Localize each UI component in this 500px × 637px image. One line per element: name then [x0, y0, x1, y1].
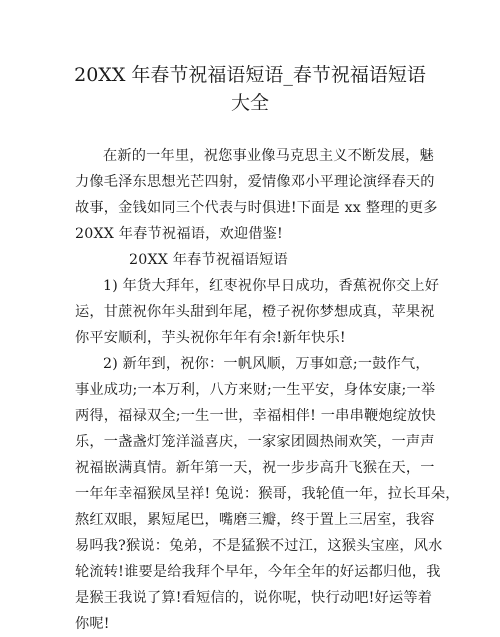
paragraph-line: 在新的一年里，祝您事业像马克思主义不断发展，魅: [103, 148, 434, 164]
paragraph-line: 易吗我?猴说：兔弟，不是猛猴不过江，这猴头宝座，风水: [75, 538, 443, 554]
paragraph-line: 你平安顺利，芋头祝你年年有余!新年快乐!: [75, 330, 346, 346]
paragraph-line: 熬红双眼，累短尾巴，嘴磨三瓣，终于置上三居室，我容: [75, 512, 435, 528]
paragraph-line: 乐，一盏盏灯笼洋溢喜庆，一家家团圆热闹欢笑，一声声: [75, 434, 435, 450]
paragraph-line: 祝福嵌满真情。新年第一天，祝一步步高升飞猴在天，一: [75, 460, 435, 476]
paragraph-line: 两得，福禄双全;一生一世，幸福相伴! 一串串鞭炮绽放快: [75, 408, 436, 424]
paragraph-line: 力像毛泽东思想光芒四射，爱情像邓小平理论演绎春天的: [75, 174, 435, 190]
section-heading: 20XX 年春节祝福语短语: [129, 252, 288, 268]
paragraph-line: 你呢!: [75, 616, 110, 632]
document-title-line-2: 大全: [230, 92, 269, 114]
paragraph-line: 是猴王我说了算!看短信的，说你呢，快行动吧!好运等着: [75, 590, 433, 606]
document-title-line-1: 20XX 年春节祝福语短语_春节祝福语短语: [74, 64, 426, 86]
paragraph-line: 20XX 年春节祝福语，欢迎借鉴!: [75, 226, 283, 242]
paragraph-line: 轮流转!谁要是给我拜个早年，今年全年的好运都归他，我: [75, 564, 441, 580]
paragraph-line: 事业成功;一本万利，八方来财;一生平安，身体安康;一举: [75, 382, 436, 398]
paragraph-line: 一年年幸福猴凤呈祥! 兔说：猴哥，我轮值一年，拉长耳朵，: [75, 486, 460, 502]
paragraph-line: 1) 年货大拜年，红枣祝你早日成功，香蕉祝你交上好: [103, 278, 440, 294]
paragraph-line: 故事，金钱如同三个代表与时俱进!下面是 xx 整理的更多: [75, 200, 438, 216]
paragraph-line: 运，甘蔗祝你年头甜到年尾，橙子祝你梦想成真，苹果祝: [75, 304, 435, 320]
paragraph-line: 2) 新年到，祝你：一帆风顺，万事如意;一鼓作气，: [103, 356, 430, 372]
